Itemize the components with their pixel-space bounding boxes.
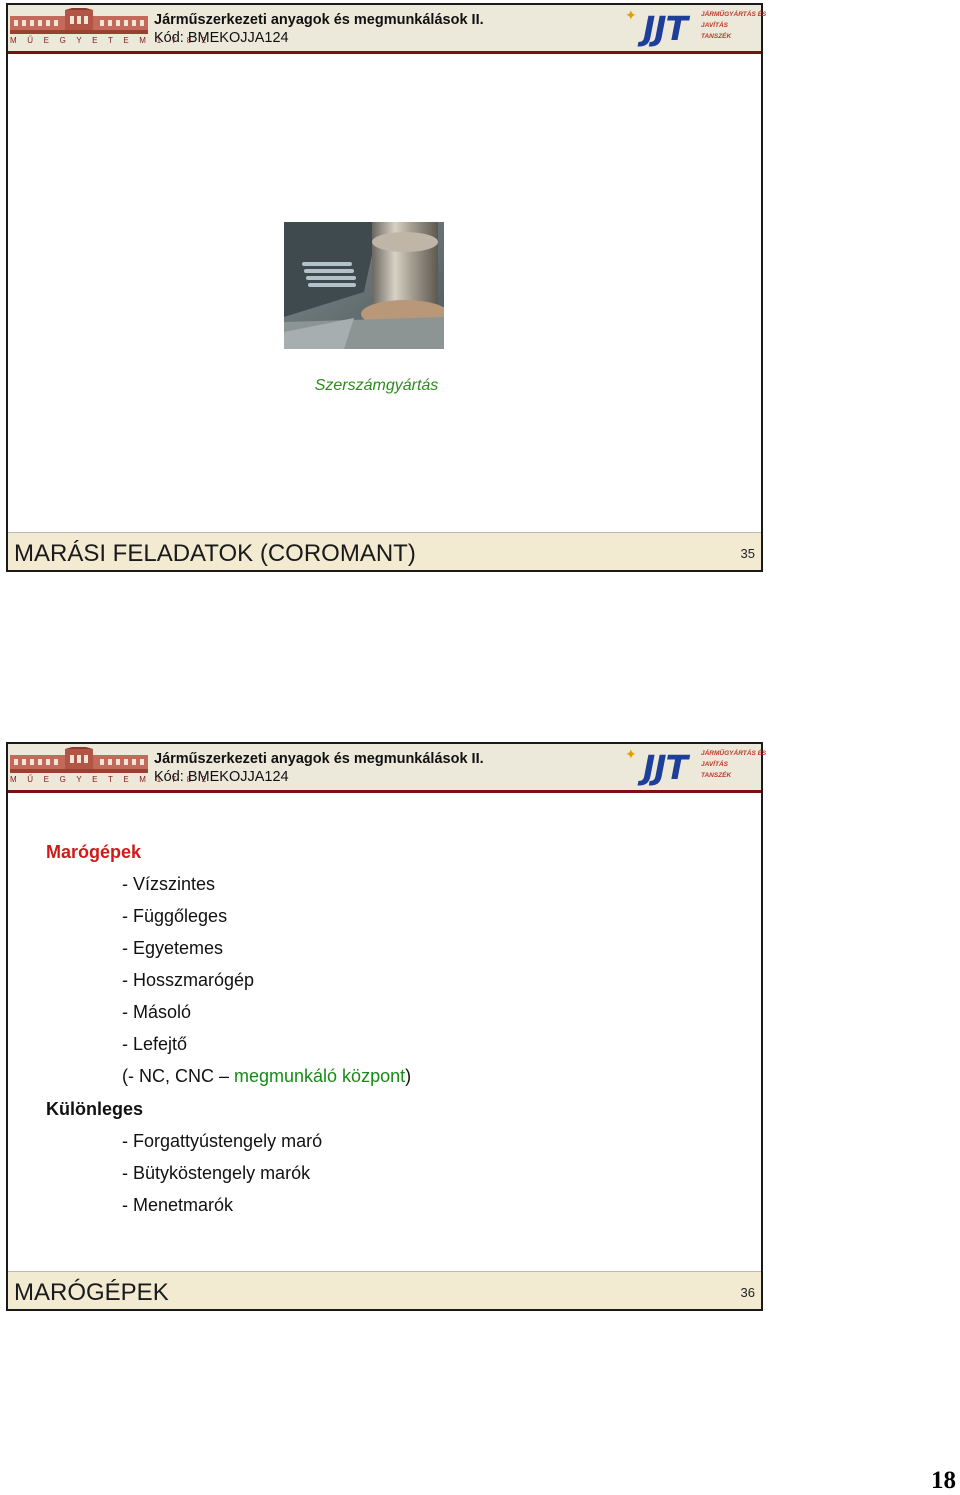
list-item: - Hosszmarógép (122, 970, 255, 990)
nc-cnc-line (122, 1066, 411, 1087)
course-code: Kód: BMEKOJJA124 (154, 30, 289, 46)
jjt-sub-2: JAVÍTÁS (701, 761, 728, 768)
list-item: - Egyetemes (122, 938, 224, 958)
jjt-sub-3: TANSZÉK (701, 772, 732, 779)
slide-footer (8, 1271, 761, 1309)
jjt-sub-1: JÁRMŰGYÁRTÁS ÉS (701, 11, 767, 18)
slide-number: 35 (740, 546, 755, 561)
jjt-sub-2: JAVÍTÁS (701, 22, 728, 29)
university-text: M Ű E G Y E T E M 1 7 8 2 (10, 36, 211, 45)
nc-suffix: ) (405, 1066, 412, 1086)
course-code: Kód: BMEKOJJA124 (154, 769, 289, 785)
list-item: - Bütyköstengely marók (122, 1163, 311, 1183)
photo-caption: Szerszámgyártás (314, 377, 439, 394)
slide-footer (8, 532, 761, 570)
slide-35 (6, 3, 767, 572)
slide-title: MARÓGÉPEK (14, 1279, 169, 1306)
list-item: - Másoló (122, 1002, 192, 1022)
jjt-logo-icon: ✦ JJT JÁRMŰGYÁRTÁS ÉS JAVÍTÁS TANSZÉK (625, 7, 767, 48)
university-logo-icon (10, 8, 211, 48)
course-title: Járműszerkezeti anyagok és megmunkálások II. (154, 751, 484, 767)
milling-photo (284, 222, 444, 349)
list-item: - Menetmarók (122, 1195, 234, 1215)
slide-number: 36 (740, 1285, 755, 1300)
nc-prefix: (- NC, CNC – (122, 1066, 234, 1086)
page-number: 18 (931, 1467, 956, 1494)
list-item: - Vízszintes (122, 874, 216, 894)
slide-36 (6, 742, 767, 1311)
slide-header (8, 744, 767, 793)
jjt-letters: JJT (643, 748, 688, 787)
university-text: M Ű E G Y E T E M 1 7 8 2 (10, 775, 211, 784)
jjt-letters: JJT (643, 9, 688, 48)
jjt-sub-3: TANSZÉK (701, 33, 732, 40)
list-item: - Forgattyústengely maró (122, 1131, 323, 1151)
university-logo-icon (10, 747, 211, 787)
jjt-logo-icon: ✦ JJT JÁRMŰGYÁRTÁS ÉS JAVÍTÁS TANSZÉK (625, 746, 767, 787)
list-item: - Lefejtő (122, 1034, 188, 1054)
nc-green-text: megmunkáló központ (234, 1066, 406, 1086)
jjt-sub-1: JÁRMŰGYÁRTÁS ÉS (701, 750, 767, 757)
list-item: - Függőleges (122, 906, 228, 926)
section-heading: Marógépek (46, 842, 142, 862)
slide-header (8, 5, 767, 54)
special-heading: Különleges (46, 1099, 144, 1119)
slide-title: MARÁSI FELADATOK (COROMANT) (14, 540, 416, 567)
course-title: Járműszerkezeti anyagok és megmunkálások II. (154, 12, 484, 28)
